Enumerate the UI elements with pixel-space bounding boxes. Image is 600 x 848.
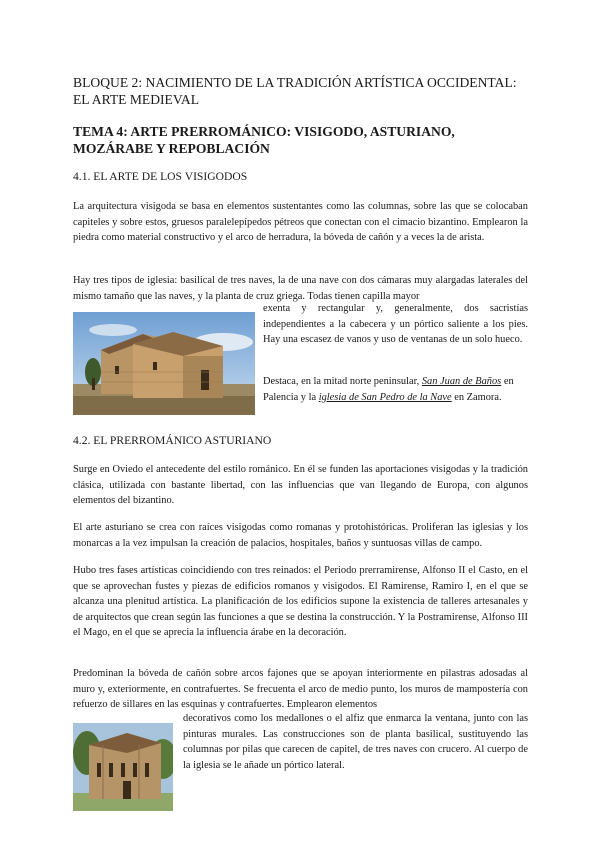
text: en Palencia y la — [263, 376, 514, 403]
church-photo-visigodo — [73, 312, 255, 415]
text: Destaca, en la mitad norte peninsular, — [263, 376, 420, 387]
text: en Zamora. — [454, 391, 502, 403]
paragraph: Predominan la bóveda de cañón sobre arcos fajones que se apoyan interiormente en pilastras adosadas al muro y, exteriormente, en contrafuertes. Se frecuenta el arco de medio punto, los muros de mampostería con refuerzo de sillares en las esquinas y contrafuertes. Emplearon elementos — [73, 668, 528, 711]
tema-title: TEMA 4: ARTE PRERROMÁNICO: VISIGODO, ASTURIANO, MOZÁRABE Y REPOBLACIÓN — [73, 124, 455, 156]
church-photo-asturiano — [73, 723, 173, 811]
paragraph: Surge en Oviedo el antecedente del estilo románico. En él se funden las aportaciones visigodas y la tradición clásica, utilizada con bastante libertad, con las influencias que van llegando de Europa, con algunos elementos del bizantino. — [73, 464, 528, 507]
paragraph: Hubo tres fases artísticas coincidiendo con tres reinados: el Periodo prerramirense, Alfonso II el Casto, en el que se aprovechan fustes y piezas de edificios romanos y visigodos. El Ramirense, Ramiro I, en el que se alcanza una plenitud artística. La planificación de los edificios supone la existencia de talleres artesanales y de arquitectos que crean según las funciones a que se destina la construcción. Y la Postramirense, Alfonso III el Mago, en el que se aprecia la influencia árabe en la decoración. — [73, 565, 528, 639]
paragraph-side: decorativos como los medallones o el alfiz que enmarca la ventana, junto con las pinturas murales. Las construcciones son de planta basilical, sustituyendo las columnas por pilas que carecen de capitel, de tres naves con crucero. Al cuerpo de la iglesia se le añade un pórtico lateral. — [183, 713, 528, 771]
block-title: BLOQUE 2: NACIMIENTO DE LA TRADICIÓN ARTÍSTICA OCCIDENTAL: EL ARTE MEDIEVAL — [73, 75, 517, 107]
section-title-asturiano: 4.2. EL PRERROMÁNICO ASTURIANO — [73, 434, 272, 447]
paragraph: Hay tres tipos de iglesia: basilical de tres naves, la de una nave con dos cámaras muy alargadas laterales del mismo tamaño que las naves, y la planta de cruz griega. Todas tienen capilla mayor — [73, 275, 528, 302]
paragraph-side — [263, 374, 528, 405]
paragraph: El arte asturiano se crea con raíces visigodas como romanas y protohistóricas. Proliferan las iglesias y los monarcas a la vez impulsan la creación de palacios, hospitales, baños y suntuosas villas de campo. — [73, 522, 528, 549]
link-san-pedro-de-la-nave[interactable]: iglesia de San Pedro de la Nave — [318, 391, 452, 403]
paragraph-side: exenta y rectangular y, generalmente, dos sacristías independientes a la cabecera y un pórtico saliente a los pies. Hay una escasez de vanos y uso de ventanas de un solo hueco. — [263, 303, 528, 346]
paragraph: La arquitectura visigoda se basa en elementos sustentantes como las columnas, sobre las que se colocaban capiteles y sobre estos, gruesos paralelepípedos pétreos que conectan con el cimacio bizantino. Emplearon la piedra como material constructivo y el arco de herradura, la bóveda de cañón y a veces la de arista. — [73, 201, 528, 244]
section-title-visigodos: 4.1. EL ARTE DE LOS VISIGODOS — [73, 170, 248, 183]
link-san-juan-de-banos[interactable]: San Juan de Baños — [421, 376, 502, 387]
